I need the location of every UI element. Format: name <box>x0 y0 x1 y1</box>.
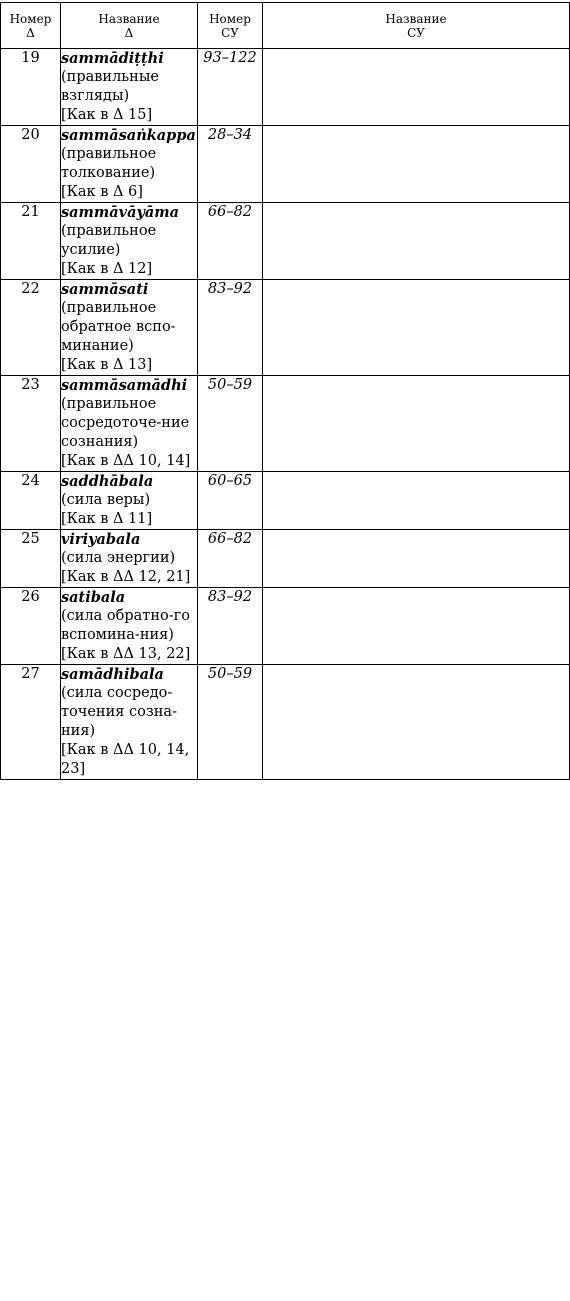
header-line-1: Название <box>98 12 160 26</box>
row-name-cell <box>61 49 198 126</box>
su-name <box>263 588 570 665</box>
pali-term: sammādiṭṭhi <box>61 50 164 67</box>
su-name <box>263 203 570 280</box>
row-number: 26 <box>1 588 61 665</box>
header-line-2: СУ <box>221 26 239 40</box>
su-name <box>263 530 570 588</box>
table-row <box>1 126 570 203</box>
su-name <box>263 472 570 530</box>
correspondence-table <box>0 2 570 780</box>
header-line-2: СУ <box>407 26 425 40</box>
table-row <box>1 530 570 588</box>
russian-gloss: (правильное сосредоточе-ние сознания) <box>61 396 190 450</box>
russian-gloss: (правильные взгляды) <box>61 69 159 104</box>
table-row <box>1 49 570 126</box>
row-number: 19 <box>1 49 61 126</box>
row-name-cell <box>61 376 198 472</box>
russian-gloss: (сила сосредо-точения созна-ния) <box>61 685 177 739</box>
pali-term: viriyabala <box>61 531 141 548</box>
su-number: 50–59 <box>198 665 263 780</box>
row-number: 25 <box>1 530 61 588</box>
header-line-2: Δ <box>124 26 134 40</box>
su-name <box>263 49 570 126</box>
su-name <box>263 280 570 376</box>
cross-reference: [Как в Δ 15] <box>61 107 153 123</box>
su-name <box>263 376 570 472</box>
su-name <box>263 665 570 780</box>
row-number: 23 <box>1 376 61 472</box>
pali-term: sammāsaṅkappa <box>61 127 196 144</box>
cross-reference: [Как в Δ 6] <box>61 184 143 200</box>
row-name-cell <box>61 280 198 376</box>
header-number-su <box>198 3 263 49</box>
pali-term: samādhibala <box>61 666 164 683</box>
cross-reference: [Как в Δ 13] <box>61 357 153 373</box>
cross-reference: [Как в ΔΔ 12, 21] <box>61 569 191 585</box>
su-number: 93–122 <box>198 49 263 126</box>
su-number: 50–59 <box>198 376 263 472</box>
cross-reference: [Как в ΔΔ 10, 14] <box>61 453 191 469</box>
row-name-cell <box>61 530 198 588</box>
header-name-su <box>263 3 570 49</box>
table-row <box>1 588 570 665</box>
russian-gloss: (сила обратно-го вспомина-ния) <box>61 608 190 643</box>
russian-gloss: (правильное толкование) <box>61 146 157 181</box>
russian-gloss: (правильное обратное вспо-минание) <box>61 300 176 354</box>
row-number: 20 <box>1 126 61 203</box>
row-number: 24 <box>1 472 61 530</box>
pali-term: sammāvāyāma <box>61 204 180 221</box>
su-number: 83–92 <box>198 280 263 376</box>
header-line-1: Номер <box>9 12 52 26</box>
table-row <box>1 665 570 780</box>
pali-term: sammāsamādhi <box>61 377 188 394</box>
cross-reference: [Как в ΔΔ 10, 14, 23] <box>61 742 190 777</box>
table-row <box>1 203 570 280</box>
row-number: 22 <box>1 280 61 376</box>
cross-reference: [Как в Δ 12] <box>61 261 153 277</box>
header-line-1: Номер <box>209 12 251 26</box>
table-row <box>1 472 570 530</box>
row-number: 27 <box>1 665 61 780</box>
russian-gloss: (правильное усилие) <box>61 223 157 258</box>
header-number-delta <box>1 3 61 49</box>
su-number: 66–82 <box>198 203 263 280</box>
row-name-cell <box>61 588 198 665</box>
row-name-cell <box>61 203 198 280</box>
russian-gloss: (сила энергии) <box>61 550 176 566</box>
row-number: 21 <box>1 203 61 280</box>
pali-term: sammāsati <box>61 281 149 298</box>
pali-term: saddhābala <box>61 473 154 490</box>
su-name <box>263 126 570 203</box>
header-line-1: Название <box>385 12 447 26</box>
row-name-cell <box>61 472 198 530</box>
russian-gloss: (сила веры) <box>61 492 151 508</box>
row-name-cell <box>61 665 198 780</box>
su-number: 60–65 <box>198 472 263 530</box>
header-name-delta <box>61 3 198 49</box>
su-number: 66–82 <box>198 530 263 588</box>
cross-reference: [Как в Δ 11] <box>61 511 153 527</box>
su-number: 83–92 <box>198 588 263 665</box>
row-name-cell <box>61 126 198 203</box>
header-line-2: Δ <box>26 26 35 40</box>
cross-reference: [Как в ΔΔ 13, 22] <box>61 646 191 662</box>
table-row <box>1 280 570 376</box>
table-header-row <box>1 3 570 49</box>
pali-term: satibala <box>61 589 126 606</box>
su-number: 28–34 <box>198 126 263 203</box>
table-row <box>1 376 570 472</box>
